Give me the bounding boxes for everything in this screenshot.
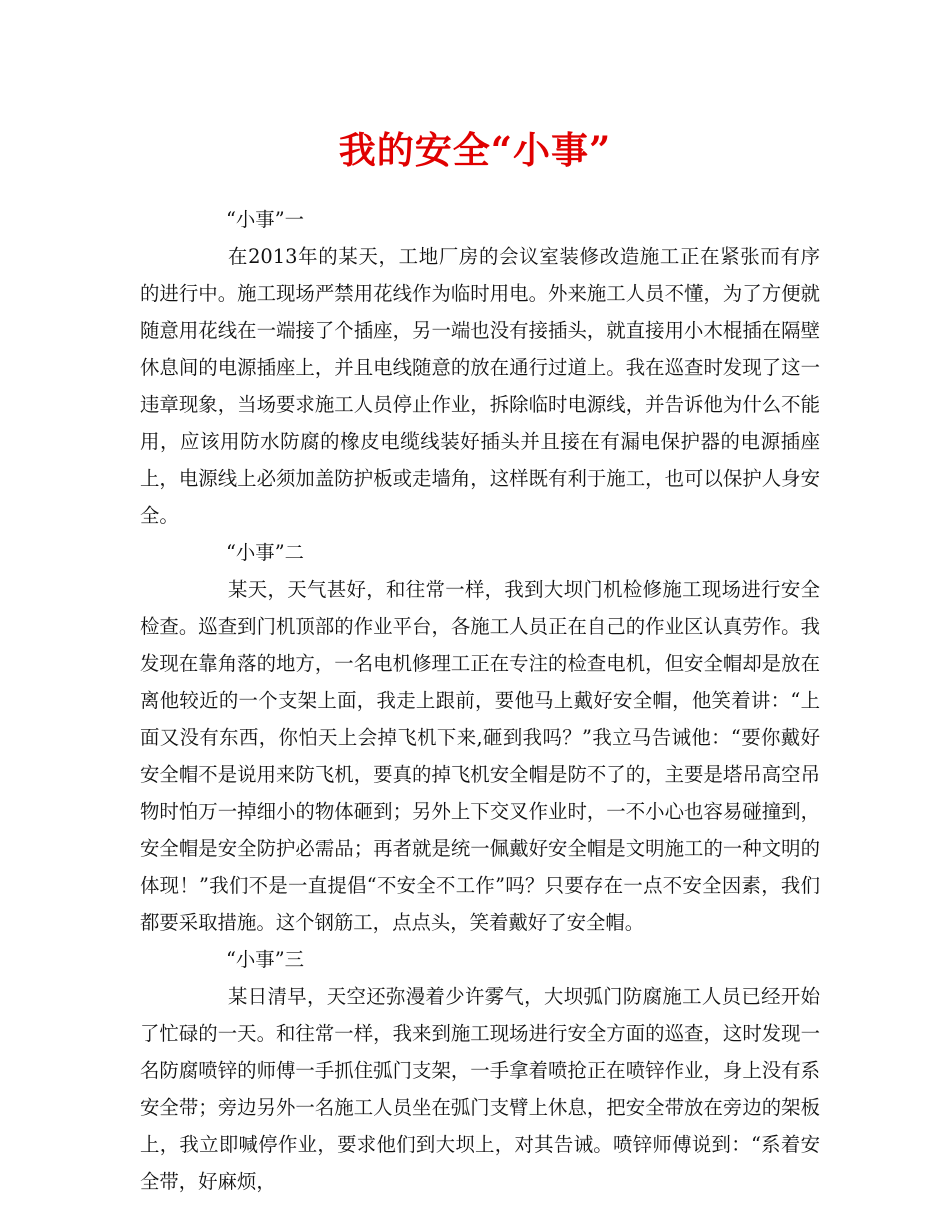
section-heading-2: “小事”二 xyxy=(226,541,304,564)
section-paragraph-2: 某天，天气甚好，和往常一样，我到大坝门机检修施工现场进行安全检查。巡查到门机顶部的作业平台，各施工人员正在自己的作业区认真劳作。我发现在靠角落的地方，一名电机修理工正在专注的检查电机，但安全帽却是放在离他较近的一个支架上面，我走上跟前，要他马上戴好安全帽，他笑着讲：“上面又没有东西，你怕天上会掉飞机下来,砸到我吗？”我立马告诫他：“要你戴好安全帽不是说用来防飞机，要真的掉飞机安全帽是防不了的，主要是塔吊高空吊物时怕万一掉细小的物体砸到；另外上下交叉作业时，一不小心也容易碰撞到，安全帽是安全防护必需品；再者就是统一佩戴好安全帽是文明施工的一种文明的体现！”我们不是一直提倡“不安全不工作”吗？只要存在一点不安全因素，我们都要采取措施。这个钢筋工，点点头，笑着戴好了安全帽。 xyxy=(140,578,820,934)
section-heading-3: “小事”三 xyxy=(226,948,304,971)
section-heading-1: “小事”一 xyxy=(226,208,304,231)
document-body xyxy=(140,201,820,1200)
section-paragraph-3: 某日清早，天空还弥漫着少许雾气，大坝弧门防腐施工人员已经开始了忙碌的一天。和往常一样，我来到施工现场进行安全方面的巡查，这时发现一名防腐喷锌的师傅一手抓住弧门支架，一手拿着喷抢正在喷锌作业，身上没有系安全带；旁边另外一名施工人员坐在弧门支臂上休息，把安全带放在旁边的架板上，我立即喊停作业，要求他们到大坝上，对其告诫。喷锌师傅说到：“系着安全带，好麻烦， xyxy=(140,985,820,1193)
document-title: 我的安全“小事” xyxy=(338,128,612,172)
section-paragraph-1: 在2013年的某天，工地厂房的会议室装修改造施工正在紧张而有序的进行中。施工现场严禁用花线作为临时用电。外来施工人员不懂，为了方便就随意用花线在一端接了个插座，另一端也没有接插头，就直接用小木棍插在隔壁休息间的电源插座上，并且电线随意的放在通行过道上。我在巡查时发现了这一违章现象，当场要求施工人员停止作业，拆除临时电源线，并告诉他为什么不能用，应该用防水防腐的橡皮电缆线装好插头并且接在有漏电保护器的电源插座上，电源线上必须加盖防护板或走墙角，这样既有利于施工，也可以保护人身安全。 xyxy=(140,245,820,527)
